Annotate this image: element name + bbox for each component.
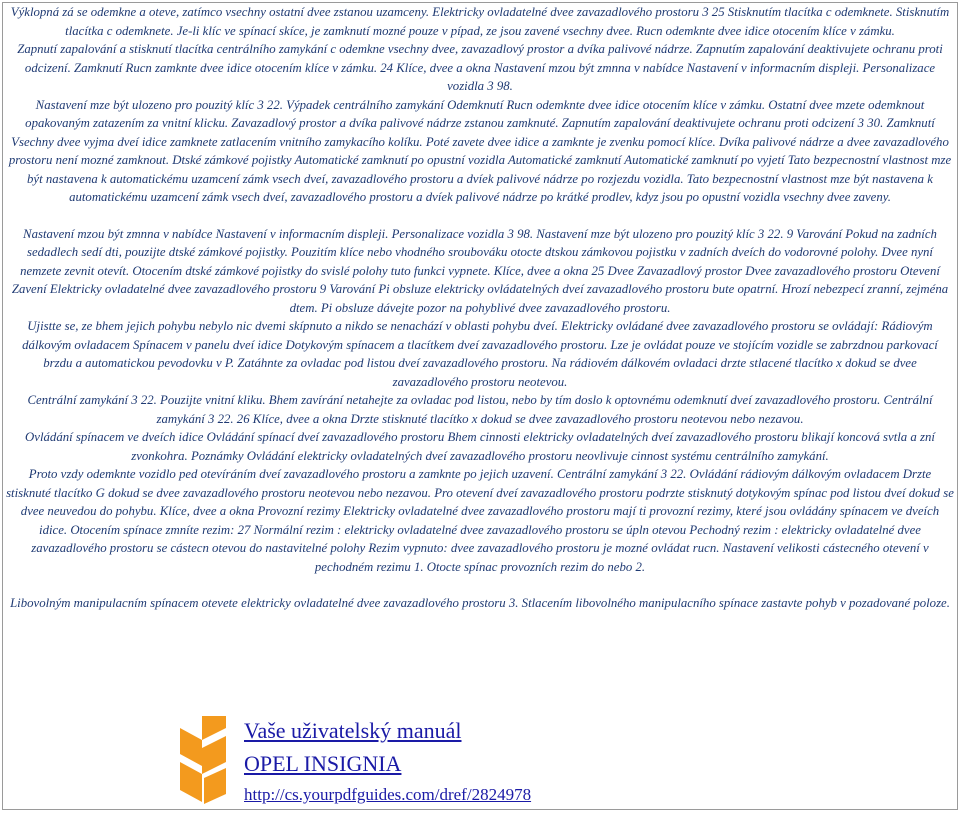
paragraph: Výklopná zá se odemkne a oteve, zatímco vsechny ostatní dvee zstanou uzamceny. Elektricky ovladatelné dvee zavazadlového prostoru 3 25 Stisknutím tlacítka c odemknete. Stisknutím tlacítka c odemknete. Je-li klíc ve spínací skíce, je zamknutí mozné pouze v pípad, ze jsou zavené vsechny dvee. Rucn odemknte dvee idice otocením klíce v zámku. xyxy=(10,5,950,38)
pdf-guides-logo-icon xyxy=(178,714,228,806)
paragraph-gap xyxy=(6,576,954,594)
footer-links xyxy=(244,714,531,808)
paragraph: Centrální zamykání 3 22. Pouzijte vnitní kliku. Bhem zavírání netahejte za ovladac pod listou, nebo by tím doslo k optovnému odemknutí dveí zavazadlového prostoru. Centrální zamykání 3 22. 26 Klíce, dvee a okna Drzte stisknuté tlacítko x dokud se dvee zavazadlového prostoru neotevou nebo nezavou. xyxy=(27,393,933,426)
footer xyxy=(0,712,960,810)
document-body xyxy=(6,3,954,613)
product-link[interactable]: OPEL INSIGNIA xyxy=(244,751,402,776)
paragraph: Ujistte se, ze bhem jejich pohybu nebylo nic dvemi skípnuto a nikdo se nenachází v oblasti pohybu dveí. Elektricky ovládané dvee zavazadlového prostoru se ovládají: Rádiovým dálkovým ovladacem Spínacem v panelu dveí idice Dotykovým spínacem a tlacítkem dveí zavazadlového prostoru. Lze je ovládat pouze ve stojícím vozidle se zabrzdnou parkovací brzdu a automatickou pevodovku v P. Zatáhnte za ovladac pod listou dveí zavazadlového prostoru. Na rádiovém dálkovém ovladaci drzte stlacené tlacítko x dokud se dvee zavazadlového prostoru neotevou. xyxy=(22,319,938,389)
paragraph: Ovládání spínacem ve dveích idice Ovládání spínací dveí zavazadlového prostoru Bhem cinnosti elektricky ovladatelných dveí zavazadlového prostoru blikají koncová svtla a zní zvonkohra. Poznámky Ovládání elektricky ovladatelných dveí zavazadlového prostoru neovlivuje cinnost systému centrálního zamykání. xyxy=(25,430,935,463)
url-link[interactable]: http://cs.yourpdfguides.com/dref/2824978 xyxy=(244,785,532,804)
paragraph: Nastavení mzou být zmnna v nabídce Nastavení v informacním displeji. Personalizace vozidla 3 98. Nastavení mze být ulozeno pro pouzitý klíc 3 22. 9 Varování Pokud na zadních sedadlech sedí dti, pouzijte dtské zámkové pojistky. Pouzitím klíce nebo vhodného sroubováku otocte dtskou zámkovou pojistku v zadních dveích do vodorovné polohy. Dvee nyní nemzete zevnit otevít. Otocením dtské zámkové pojistky do svislé polohy tuto funkci vypnete. Klíce, dvee a okna 25 Dvee Zavazadlový prostor Dvee zavazadlového prostoru Otevení Zavení Elektricky ovladatelné dvee zavazadlového prostoru 9 Varování Pi obsluze elektricky ovládatelných dveí zavazadlového prostoru bute opatrní. Hrozí nebezpecí zranní, zejména dtem. Pi obsluze dávejte pozor na pohyblivé dvee zavazadlového prostoru. xyxy=(11,226,949,315)
manual-link[interactable]: Vaše uživatelský manuál xyxy=(244,718,462,743)
paragraph: Libovolným manipulacním spínacem otevete elektricky ovladatelné dvee zavazadlového prostoru 3. Stlacením libovolného manipulacního spínace zastavte pohyb v pozadované poloze. xyxy=(10,596,950,610)
paragraph-gap xyxy=(6,207,954,225)
paragraph: Nastavení mze být ulozeno pro pouzitý klíc 3 22. Výpadek centrálního zamykání Odemknutí Rucn odemknte dvee idice otocením klíce v zámku. Ostatní dvee mzete odemknout opakovaným zatazením za vnitní klicku. Zavazadlový prostor a dvíka palivové nádrze zstanou zamknuté. Zapnutím zapalování deaktivujete ochranu proti odcizení 3 30. Zamknutí Vsechny dvee vyjma dveí idice zamknete zatlacením vnitního zamykacího kolíku. Poté zavete dvee idice a zamknte je zvenku pomocí klíce. Dvíka palivové nádrze a dvee zavazadlového prostoru není mozné zamknout. Dtské zámkové pojistky Automatické zamknutí po opustní vozidla Automatické zamknutí Automatické zamknutí po vyjetí Tato bezpecnostní vlastnost mze být nastavena k automatickému uzamcení zámk vsech dveí, zavazadlového prostoru a dvíek palivové nádrze po rozjezdu vozidla. Tato bezpecnostní vlastnost mze být nastavena k automatickému uzamcení zámk vsech dveí, zavazadlového prostoru a dvíek palivové nádrze po krátké prodlev, kdyz jsou po opustní vozidla vsechny dvee zaveny. xyxy=(8,97,952,204)
paragraph: Proto vzdy odemknte vozidlo ped otevíráním dveí zavazadlového prostoru a zamknte po jejich uzavení. Centrální zamykání 3 22. Ovládání rádiovým dálkovým ovladacem Drzte stisknuté tlacítko G dokud se dvee zavazadlového prostoru neotevou nebo nezavou. Pro otevení dveí zavazadlového prostoru podrzte stisknutý dotykovým spínac pod listou dveí dokud se dvee neuvedou do pohybu. Klíce, dvee a okna Provozní rezimy Elektricky ovladatelné dvee zavazadlového prostoru mají ti provozní rezimy, které jsou ovládány spínacem ve dveích idice. Otocením spínace zmníte rezim: 27 Normální rezim : elektricky ovladatelné dvee zavazadlového prostoru se úpln otevou Pechodný rezim : elektricky ovladatelné dvee zavazadlového prostoru se cástecn otevou do nastavitelné polohy Rezim vypnuto: dvee zavazadlového prostoru je mozné ovládat rucn. Nastavení velikosti cástecného otevení v pechodném rezimu 1. Otocte spínac provozních rezim do nebo 2. xyxy=(6,467,954,574)
paragraph: Zapnutí zapalování a stisknutí tlacítka centrálního zamykání c odemkne vsechny dvee, zavazadlový prostor a dvíka palivové nádrze. Zapnutím zapalování deaktivujete ochranu proti odcizení. Zamknutí Rucn zamknte dvee idice otocením klíce v zámku. 24 Klíce, dvee a okna Nastavení mzou být zmnna v nabídce Nastavení v informacním displeji. Personalizace vozidla 3 98. xyxy=(17,42,943,93)
